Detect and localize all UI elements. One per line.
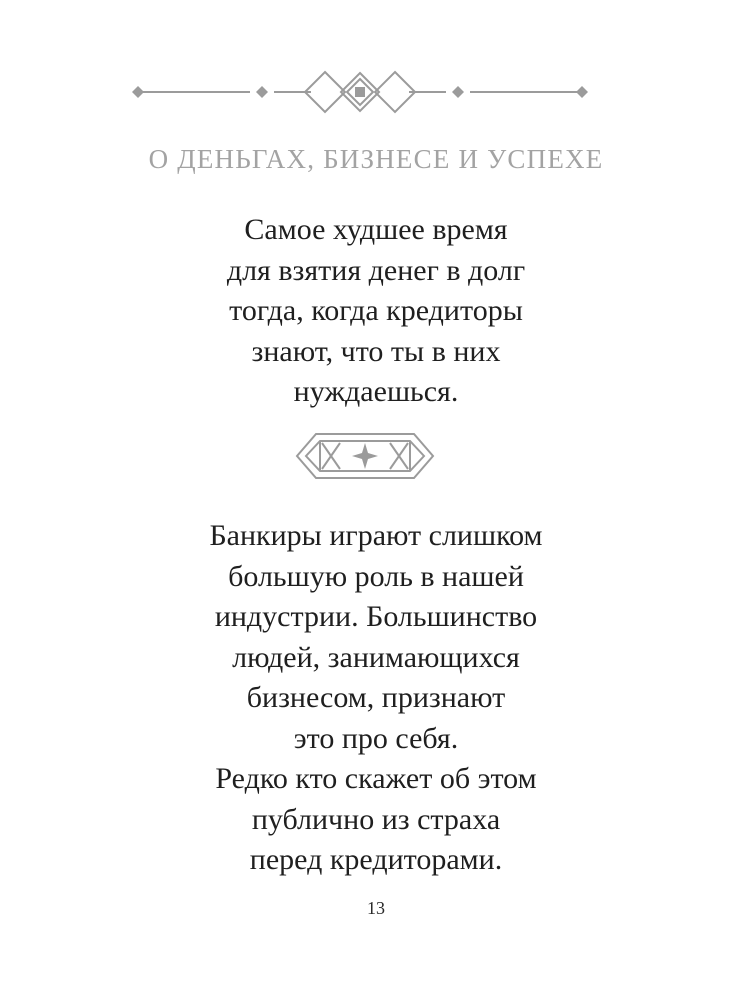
quote-line: публично из страха: [251, 802, 501, 836]
quote-line: нуждаешься.: [293, 375, 459, 408]
top-diamond-ornament-icon: [130, 70, 590, 114]
quote-line: знают, что ты в них: [251, 334, 501, 368]
quote-line: это про себя.: [293, 721, 459, 755]
quote-line: для взятия денег в долг: [226, 253, 526, 287]
quote-line: Самое худшее время: [244, 213, 508, 246]
quote-line: людей, занимающихся: [232, 640, 520, 674]
page-number: 13: [367, 898, 385, 918]
quote-line: большую роль в нашей: [228, 559, 524, 593]
quote-line: индустрии. Большинство: [214, 600, 538, 633]
quote-line: тогда, когда кредиторы: [229, 294, 523, 327]
chapter-title: О ДЕНЬГАХ, БИЗНЕСЕ И УСПЕХЕ: [148, 144, 604, 174]
quote-block-2: [60, 516, 692, 881]
quote-line: Редко кто скажет об этом: [215, 762, 537, 795]
quote-line: перед кредиторами.: [249, 843, 503, 876]
quote-block-1: [60, 210, 692, 413]
quote-line: бизнесом, признают: [246, 681, 506, 714]
star-ornament-icon: [294, 431, 436, 481]
quote-line: Банкиры играют слишком: [209, 519, 543, 552]
